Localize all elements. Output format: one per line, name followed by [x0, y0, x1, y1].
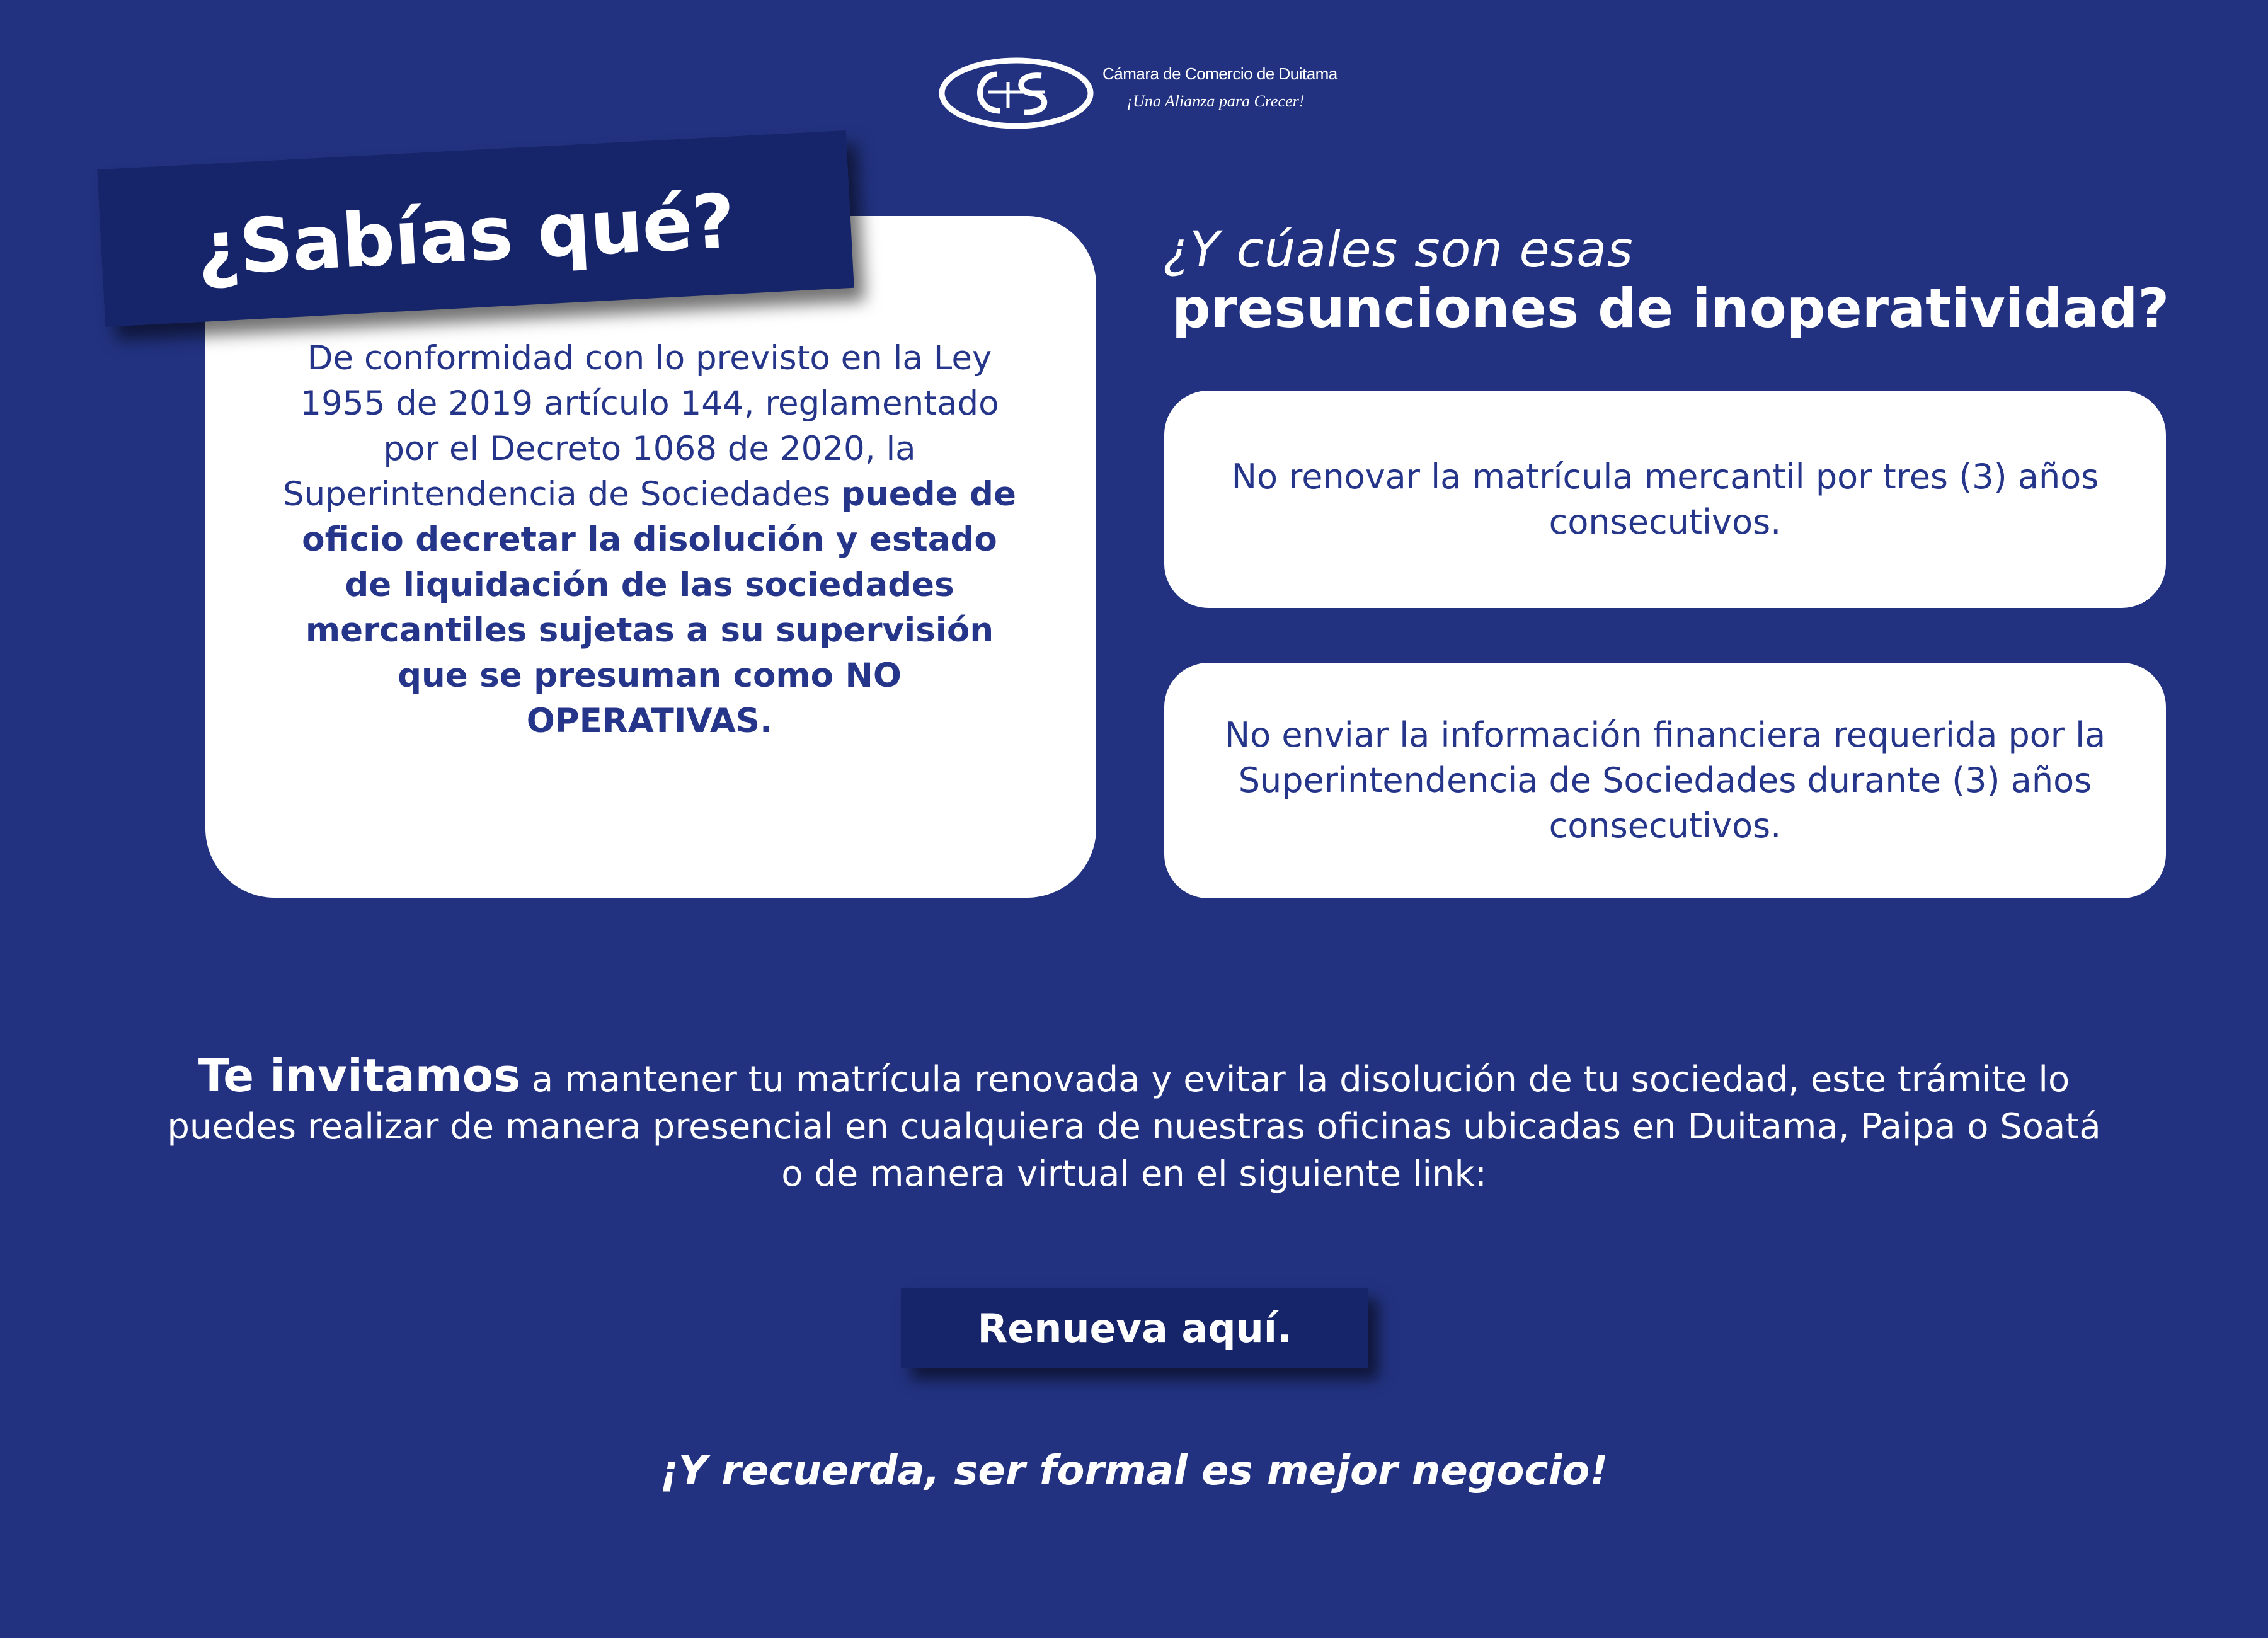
chamber-name: Cámara de Comercio de Duitama	[1102, 64, 1337, 83]
info-text-bold: puede de oficio decretar la disolución y estado de liquidación de las sociedades mercantiles sujetas a su supervisión que se presuman como NO OPERATIVAS.	[302, 475, 1016, 740]
presumption-card-2	[1164, 663, 2166, 898]
invitation-body: a mantener tu matrícula renovada y evitar la disolución de tu sociedad, este trámite lo puedes realizar de manera presencial en cualquiera de nuestras oficinas ubicadas en Duitama, Paipa o Soatá o de manera virtual en el siguiente link:	[167, 1059, 2101, 1194]
info-text	[275, 336, 1024, 744]
info-card	[205, 216, 1096, 898]
info-text-regular: De conformidad con lo previsto en la Ley 1955 de 2019 artículo 144, reglamentado por el Decreto 1068 de 2020, la Superintendencia de Sociedades	[283, 339, 999, 513]
question-line-1: ¿Y cúales son esas	[1163, 222, 1634, 278]
closing-slogan: ¡Y recuerda, ser formal es mejor negocio!	[660, 1448, 1608, 1494]
renew-button[interactable]: Renueva aquí.	[977, 1305, 1292, 1351]
invitation-paragraph	[164, 1049, 2104, 1198]
question-line-2: presunciones de inoperatividad?	[1172, 277, 2170, 340]
chamber-logo	[937, 55, 1416, 137]
presumption-text-1: No renovar la matrícula mercantil por tres (3) años consecutivos.	[1231, 456, 2099, 542]
presumption-card-1	[1164, 391, 2166, 608]
invitation-lead: Te invitamos	[198, 1049, 521, 1102]
banner-title: ¿Sabías qué?	[195, 177, 737, 293]
presumption-text-2: No enviar la información financiera requerida por la Superintendencia de Sociedades durante (3) años consecutivos.	[1224, 715, 2106, 845]
chamber-slogan: ¡Una Alianza para Crecer!	[1126, 92, 1305, 110]
chamber-emblem-icon	[937, 55, 1095, 131]
